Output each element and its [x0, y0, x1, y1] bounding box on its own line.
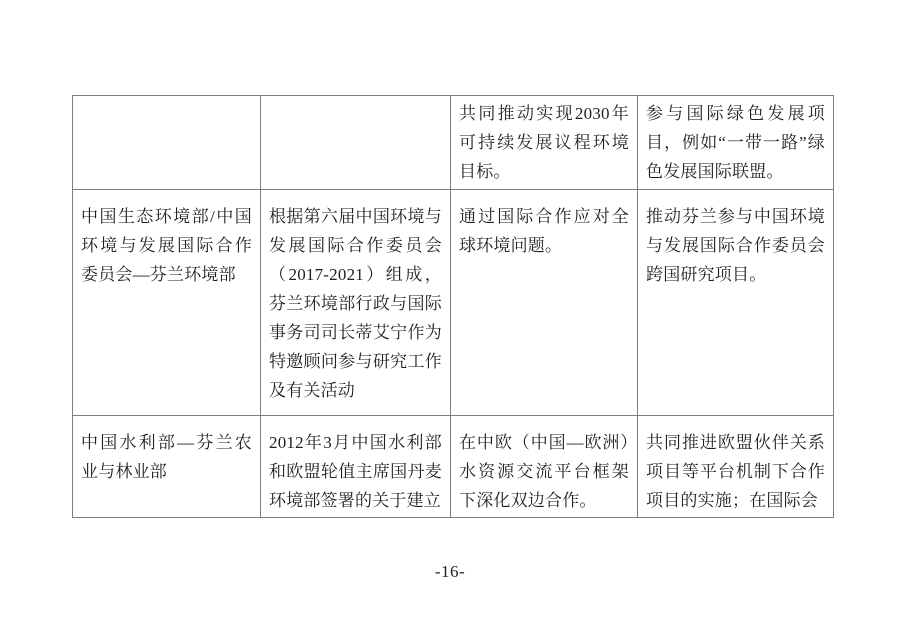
page-number: -16- — [434, 562, 466, 581]
cooperation-table — [72, 95, 834, 518]
table-cell: 共同推进欧盟伙伴关系项目等平台机制下合作项目的实施；在国际会 — [638, 416, 834, 518]
table-cell: 中国生态环境部/中国环境与发展国际合作委员会—芬兰环境部 — [73, 190, 261, 416]
table-cell: 在中欧（中国—欧洲）水资源交流平台框架下深化双边合作。 — [451, 416, 638, 518]
table-cell: 中国水利部—芬兰农业与林业部 — [73, 416, 261, 518]
table-row — [73, 190, 834, 416]
table-cell: 通过国际合作应对全球环境问题。 — [451, 190, 638, 416]
table-cell: 2012年3月中国水利部和欧盟轮值主席国丹麦环境部签署的关于建立 — [261, 416, 451, 518]
table-cell: 共同推动实现2030年可持续发展议程环境目标。 — [451, 96, 638, 190]
table-cell — [261, 96, 451, 190]
table-row — [73, 96, 834, 190]
table-cell — [73, 96, 261, 190]
table-cell: 根据第六届中国环境与发展国际合作委员会（2017-2021）组成，芬兰环境部行政与国际事务司司长蒂艾宁作为特邀顾问参与研究工作及有关活动 — [261, 190, 451, 416]
cooperation-table-container — [72, 95, 834, 518]
table-cell: 参与国际绿色发展项目，例如“一带一路”绿色发展国际联盟。 — [638, 96, 834, 190]
table-row — [73, 416, 834, 518]
table-cell: 推动芬兰参与中国环境与发展国际合作委员会跨国研究项目。 — [638, 190, 834, 416]
